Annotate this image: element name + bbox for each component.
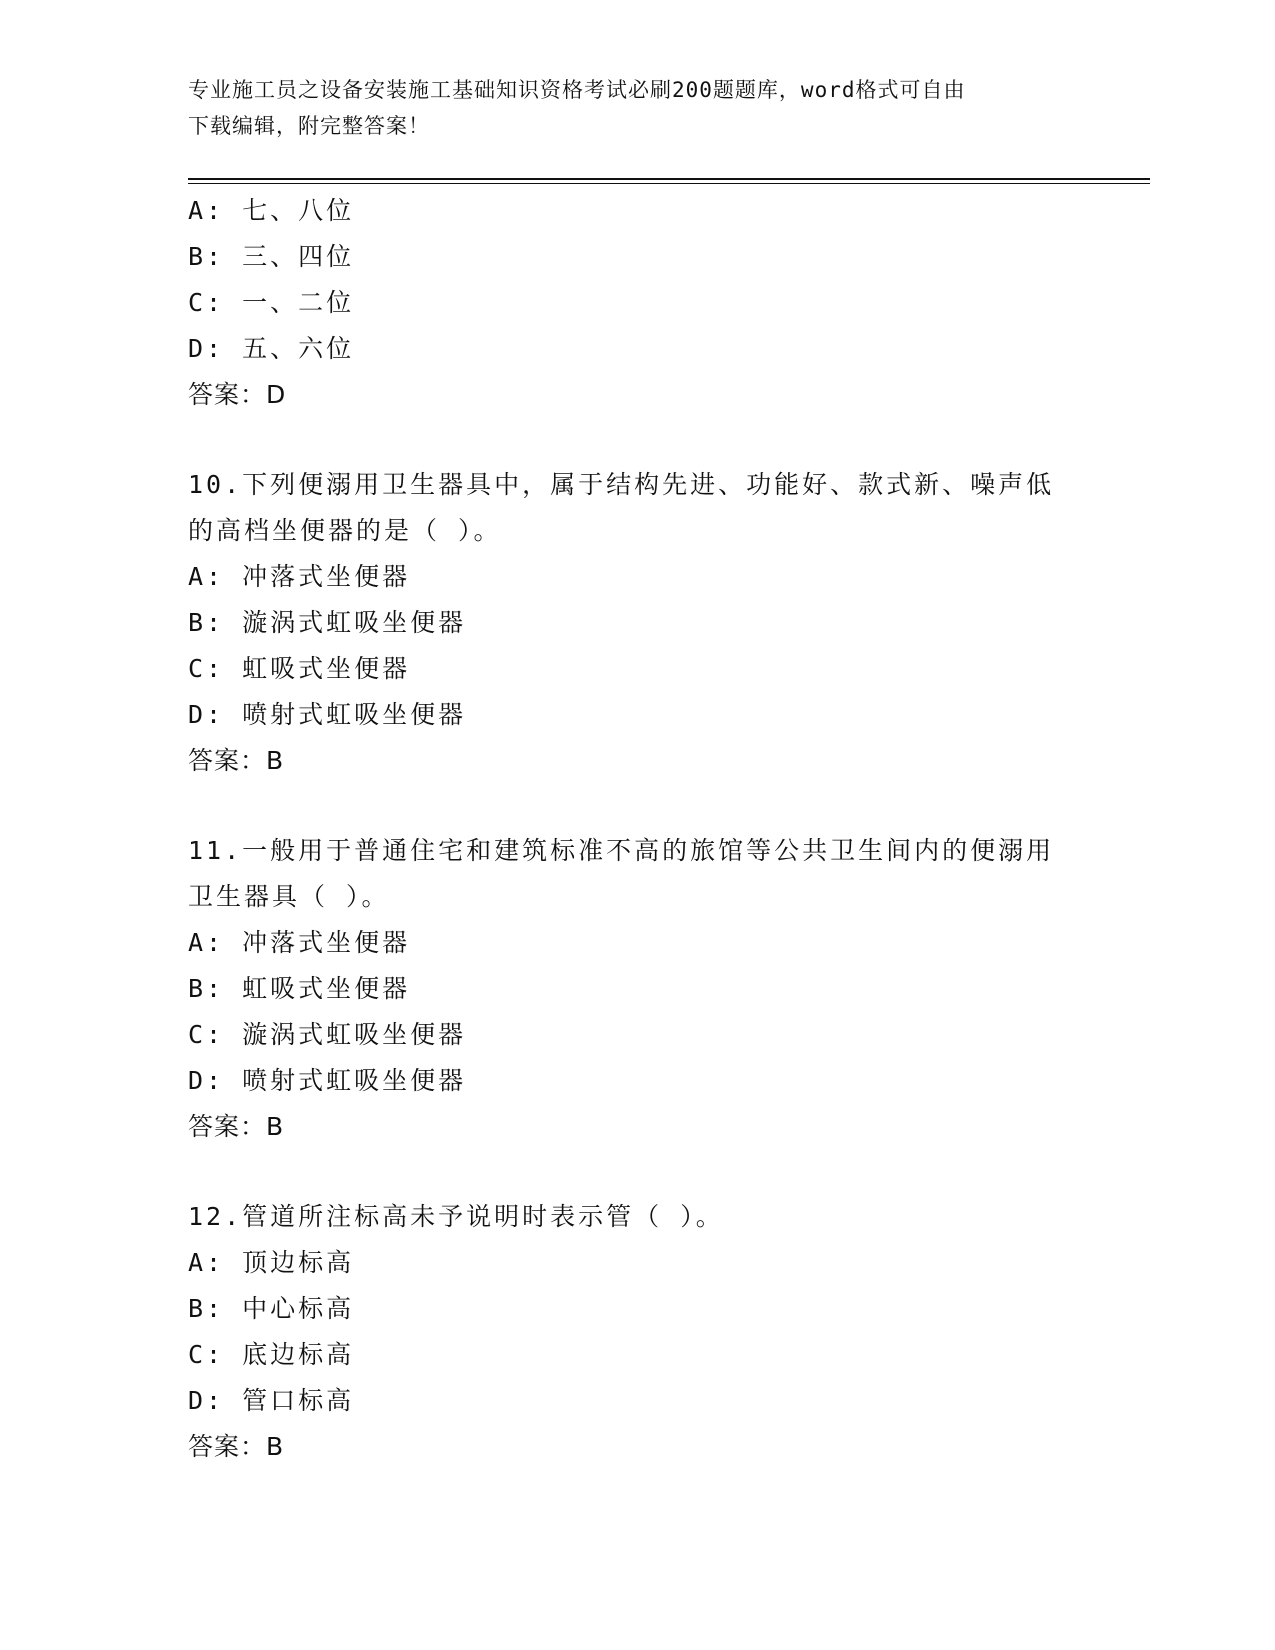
- question-11: [188, 828, 1088, 1150]
- option-c: C: 底边标高: [188, 1340, 355, 1369]
- option-a: A: 冲落式坐便器: [188, 928, 411, 957]
- answer-line: 答案：B: [188, 1432, 285, 1461]
- option-b: B: 漩涡式虹吸坐便器: [188, 608, 467, 637]
- option-a: A: 顶边标高: [188, 1248, 355, 1277]
- question-stem-line-2: 卫生器具（ ）。: [188, 882, 390, 911]
- question-stem-line-1: 10.下列便溺用卫生器具中，属于结构先进、功能好、款式新、噪声低: [188, 470, 1055, 499]
- option-b: B: 中心标高: [188, 1294, 355, 1323]
- option-a: A: 冲落式坐便器: [188, 562, 411, 591]
- option-c: C: 一、二位: [188, 288, 355, 317]
- question-stem-line-1: 12.管道所注标高未予说明时表示管（ ）。: [188, 1202, 724, 1231]
- header-divider-thick: [188, 178, 1150, 180]
- option-b: B: 三、四位: [188, 242, 355, 271]
- option-b: B: 虹吸式坐便器: [188, 974, 411, 1003]
- question-stem-line-1: 11.一般用于普通住宅和建筑标准不高的旅馆等公共卫生间内的便溺用: [188, 836, 1055, 865]
- answer-line: 答案：B: [188, 746, 285, 775]
- option-d: D: 喷射式虹吸坐便器: [188, 1066, 467, 1095]
- header-line-2: 下载编辑，附完整答案！: [188, 114, 430, 138]
- option-c: C: 漩涡式虹吸坐便器: [188, 1020, 467, 1049]
- question-12: [188, 1194, 1088, 1470]
- document-header: [188, 72, 1088, 144]
- question-stem-line-2: 的高档坐便器的是（ ）。: [188, 516, 502, 545]
- question-list: [188, 188, 1088, 1470]
- question-10: [188, 462, 1088, 784]
- option-d: D: 管口标高: [188, 1386, 355, 1415]
- option-a: A: 七、八位: [188, 196, 355, 225]
- header-divider-thin: [188, 183, 1150, 184]
- answer-line: 答案：D: [188, 380, 287, 409]
- option-d: D: 喷射式虹吸坐便器: [188, 700, 467, 729]
- option-d: D: 五、六位: [188, 334, 355, 363]
- option-c: C: 虹吸式坐便器: [188, 654, 411, 683]
- header-line-1: 专业施工员之设备安装施工基础知识资格考试必刷200题题库，word格式可自由: [188, 78, 966, 102]
- question-9-continued: [188, 188, 1088, 418]
- answer-line: 答案：B: [188, 1112, 285, 1141]
